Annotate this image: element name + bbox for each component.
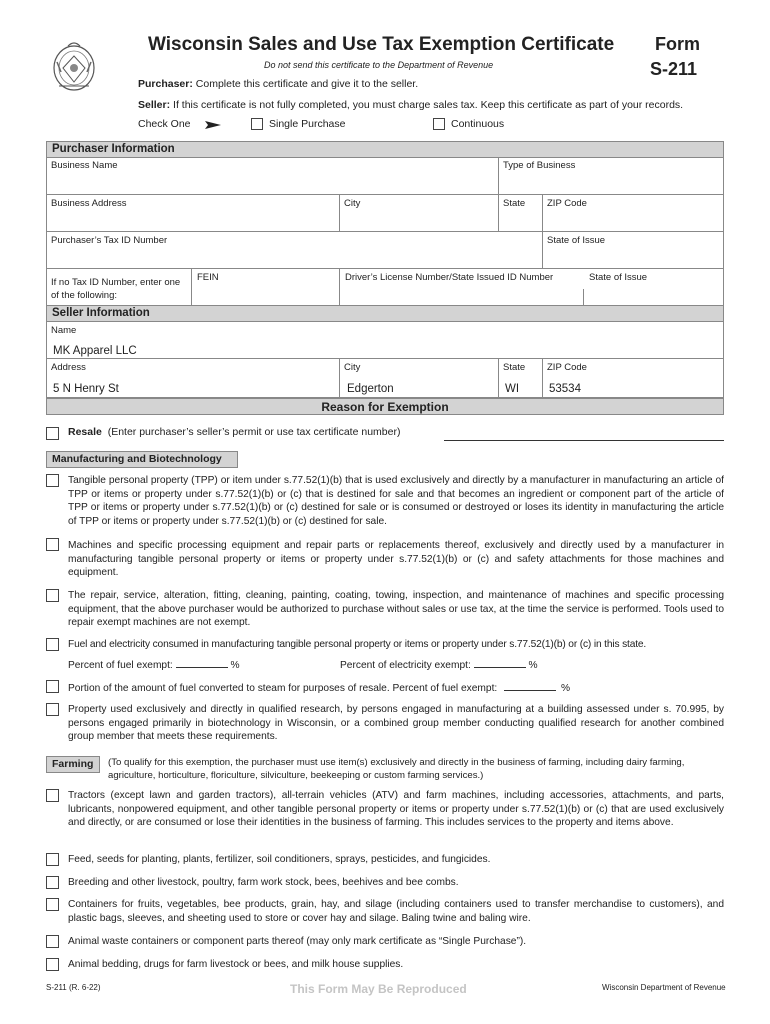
resale-permit-input[interactable] <box>444 440 724 441</box>
continuous-label: Continuous <box>451 118 505 130</box>
state-of-issue-label: State of Issue <box>547 235 606 246</box>
business-name-field[interactable] <box>46 157 499 195</box>
mfg-item3-checkbox[interactable] <box>46 589 59 602</box>
type-of-business-label: Type of Business <box>503 160 576 171</box>
seller-city-field[interactable] <box>339 358 499 398</box>
seller-zip-value: 53534 <box>549 383 581 395</box>
reason-heading: Reason for Exemption <box>46 398 724 415</box>
zip-field[interactable] <box>542 194 724 232</box>
seller-state-label: State <box>503 362 526 373</box>
farm-item3-checkbox[interactable] <box>46 876 59 889</box>
reproduced-notice: This Form May Be Reproduced <box>290 982 467 996</box>
seller-name-label: Name <box>51 325 77 336</box>
zip-label: ZIP Code <box>547 198 587 209</box>
no-tax-id-note-cell <box>46 268 192 306</box>
farm-item1-checkbox[interactable] <box>46 789 59 802</box>
mfg-item5-text: Portion of the amount of fuel converted to steam for purposes of resale. Percent of fuel exempt: <box>68 683 498 694</box>
manufacturing-heading: Manufacturing and Biotechnology <box>46 451 238 468</box>
seller-instruction <box>138 99 683 111</box>
state-label: State <box>503 198 526 209</box>
farm-item4-text: Containers for fruits, vegetables, bee products, grain, hay, and silage (including containers used to transfer merchandise to customers), and plastic bags, sleeves, and sheeting used to store or cover hay and silage. Baling twine and baling wire. <box>68 899 724 924</box>
check-one-label: Check One <box>138 118 191 130</box>
form-label: Form <box>655 34 700 54</box>
form-title: Wisconsin Sales and Use Tax Exemption Certificate <box>148 34 615 55</box>
fein-field[interactable] <box>191 268 340 306</box>
mfg-item5-checkbox[interactable] <box>46 680 59 693</box>
resale-checkbox[interactable] <box>46 427 59 440</box>
fein-label: FEIN <box>197 272 219 283</box>
arrow-right-icon <box>205 120 221 130</box>
single-purchase-label: Single Purchase <box>269 118 346 130</box>
form-subtitle: Do not send this certificate to the Department of Revenue <box>264 60 494 70</box>
resale-row <box>68 426 400 438</box>
farm-item6-text: Animal bedding, drugs for farm livestock or bees, and milk house supplies. <box>68 959 404 970</box>
farm-item5-text: Animal waste containers or component parts thereof (may only mark certificate as “Single Purchase”). <box>68 936 527 947</box>
elec-percent-input[interactable] <box>474 657 526 668</box>
no-tax-id-note-line1: If no Tax ID Number, enter one <box>51 277 181 288</box>
mfg-item1-text: Tangible personal property (TPP) or item under s.77.52(1)(b) that is used exclusively and directly by a manufacturer in manufacturing an article of TPP or items or property under s.77.52(1)(b) or (c) that is destined for sale and that becomes an ingredient or component part of the article of TPP or items or property under s.77.52(1)(b) or (c) destined for sale or is consumed or destroyed or loses its identity in manufacturing the article of TPP or items or property under s.77.52(1)(b) or (c) destined for sale. <box>68 475 724 527</box>
form-revision: S-211 (R. 6-22) <box>46 983 101 992</box>
seller-address-field[interactable] <box>46 358 340 398</box>
city-field[interactable] <box>339 194 499 232</box>
fuel-percent-label: Percent of fuel exempt: <box>68 660 173 671</box>
mfg-item2-checkbox[interactable] <box>46 538 59 551</box>
wisconsin-seal-icon <box>49 38 99 94</box>
seller-state-field[interactable] <box>498 358 543 398</box>
seller-name-field[interactable] <box>46 321 724 359</box>
seller-zip-label: ZIP Code <box>547 362 587 373</box>
seller-info-heading: Seller Information <box>46 305 724 322</box>
seller-instruction-text: If this certificate is not fully completed, you must charge sales tax. Keep this certificate as part of your records. <box>170 99 684 111</box>
farming-intro: (To qualify for this exemption, the purchaser must use item(s) exclusively and directly in the business of farming, including dairy farming, agriculture, horticulture, floriculture, silviculture, beekeeping or custom farming services.) <box>108 757 685 781</box>
fuel-percent-sign: % <box>230 660 240 671</box>
type-of-business-field[interactable] <box>498 157 724 195</box>
seller-address-label: Address <box>51 362 86 373</box>
divider <box>583 289 584 306</box>
drivers-license-label: Driver’s License Number/State Issued ID Number <box>345 272 554 283</box>
business-name-label: Business Name <box>51 160 118 171</box>
farm-item4-checkbox[interactable] <box>46 898 59 911</box>
resale-text: (Enter purchaser’s seller’s permit or use tax certificate number) <box>107 426 401 438</box>
seller-city-value: Edgerton <box>347 383 394 395</box>
mfg-item6-text: Property used exclusively and directly in qualified research, by persons engaged in manufacturing at a building assessed under s. 70.995, by persons engaged primarily in biotechnology in Wisconsin, or a combined group member conducting qualified research for another combined group member that meets these requirements. <box>68 704 724 743</box>
city-label: City <box>344 198 361 209</box>
seller-address-value: 5 N Henry St <box>53 383 119 395</box>
business-address-field[interactable] <box>46 194 340 232</box>
purchaser-instruction-label: Purchaser: <box>138 78 193 90</box>
state-of-issue-field[interactable] <box>542 231 724 269</box>
purchaser-tax-id-label: Purchaser’s Tax ID Number <box>51 235 168 246</box>
state-of-issue-2-label: State of Issue <box>589 272 648 283</box>
mfg-item4-checkbox[interactable] <box>46 638 59 651</box>
farm-item1-text: Tractors (except lawn and garden tractors), all-terrain vehicles (ATV) and farm machines, including accessories, attachments, and parts, lubricants, nonpowered equipment, and other tangible personal property or items or property under s.77.52(1)(b) or (c) that are used exclusively and directly, or are consumed or lose their identities in the business of farming. This includes services to the property and items above. <box>68 790 724 829</box>
farm-item2-checkbox[interactable] <box>46 853 59 866</box>
resale-label: Resale <box>68 426 102 438</box>
mfg-item2-text: Machines and specific processing equipment and repair parts or replacements thereof, exclusively and directly used by a manufacturer in manufacturing tangible personal property or items or property under s.77.52(1)(b) or (c) and safety attachments for those machines and equipment. <box>68 540 724 579</box>
fuel-percent-row <box>68 657 240 673</box>
seller-state-value: WI <box>505 383 520 395</box>
drivers-license-field[interactable] <box>339 268 724 306</box>
continuous-checkbox[interactable] <box>433 118 445 130</box>
elec-percent-label: Percent of electricity exempt: <box>340 660 471 671</box>
single-purchase-checkbox[interactable] <box>251 118 263 130</box>
purchaser-instruction-text: Complete this certificate and give it to the seller. <box>192 78 419 90</box>
purchaser-tax-id-field[interactable] <box>46 231 543 269</box>
steam-fuel-percent-sign: % <box>560 683 570 694</box>
steam-fuel-percent-input[interactable] <box>504 680 556 691</box>
no-tax-id-note-line2: of the following: <box>51 290 118 301</box>
mfg-item1-checkbox[interactable] <box>46 474 59 487</box>
seller-name-value: MK Apparel LLC <box>53 345 137 357</box>
purchaser-info-heading: Purchaser Information <box>46 141 724 158</box>
seller-instruction-label: Seller: <box>138 99 171 111</box>
department-name: Wisconsin Department of Revenue <box>602 983 726 992</box>
state-field[interactable] <box>498 194 543 232</box>
farming-heading: Farming <box>46 756 100 773</box>
seller-zip-field[interactable] <box>542 358 724 398</box>
fuel-percent-input[interactable] <box>176 657 228 668</box>
farm-item3-text: Breeding and other livestock, poultry, farm work stock, bees, beehives and bee combs. <box>68 877 459 888</box>
seller-city-label: City <box>344 362 361 373</box>
mfg-item5-row <box>68 680 570 696</box>
mfg-item4-text: Fuel and electricity consumed in manufacturing tangible personal property or items or property under s.77.52(1)(b) or (c) in this state. <box>68 639 647 650</box>
farm-item6-checkbox[interactable] <box>46 958 59 971</box>
elec-percent-sign: % <box>528 660 538 671</box>
mfg-item6-checkbox[interactable] <box>46 703 59 716</box>
purchaser-instruction <box>138 78 418 90</box>
farm-item5-checkbox[interactable] <box>46 935 59 948</box>
business-address-label: Business Address <box>51 198 127 209</box>
form-number: S-211 <box>650 59 698 79</box>
mfg-item3-text: The repair, service, alteration, fitting, cleaning, painting, coating, towing, inspection, and maintenance of machines and specific processing equipment, that the above purchaser would be authorized to purchase without sales or use tax, at the time the service is performed. Tools used to repair exempt machines are not exempt. <box>68 590 724 629</box>
elec-percent-row <box>340 657 538 673</box>
farm-item2-text: Feed, seeds for planting, plants, fertilizer, soil conditioners, sprays, pesticides, and fungicides. <box>68 854 491 865</box>
